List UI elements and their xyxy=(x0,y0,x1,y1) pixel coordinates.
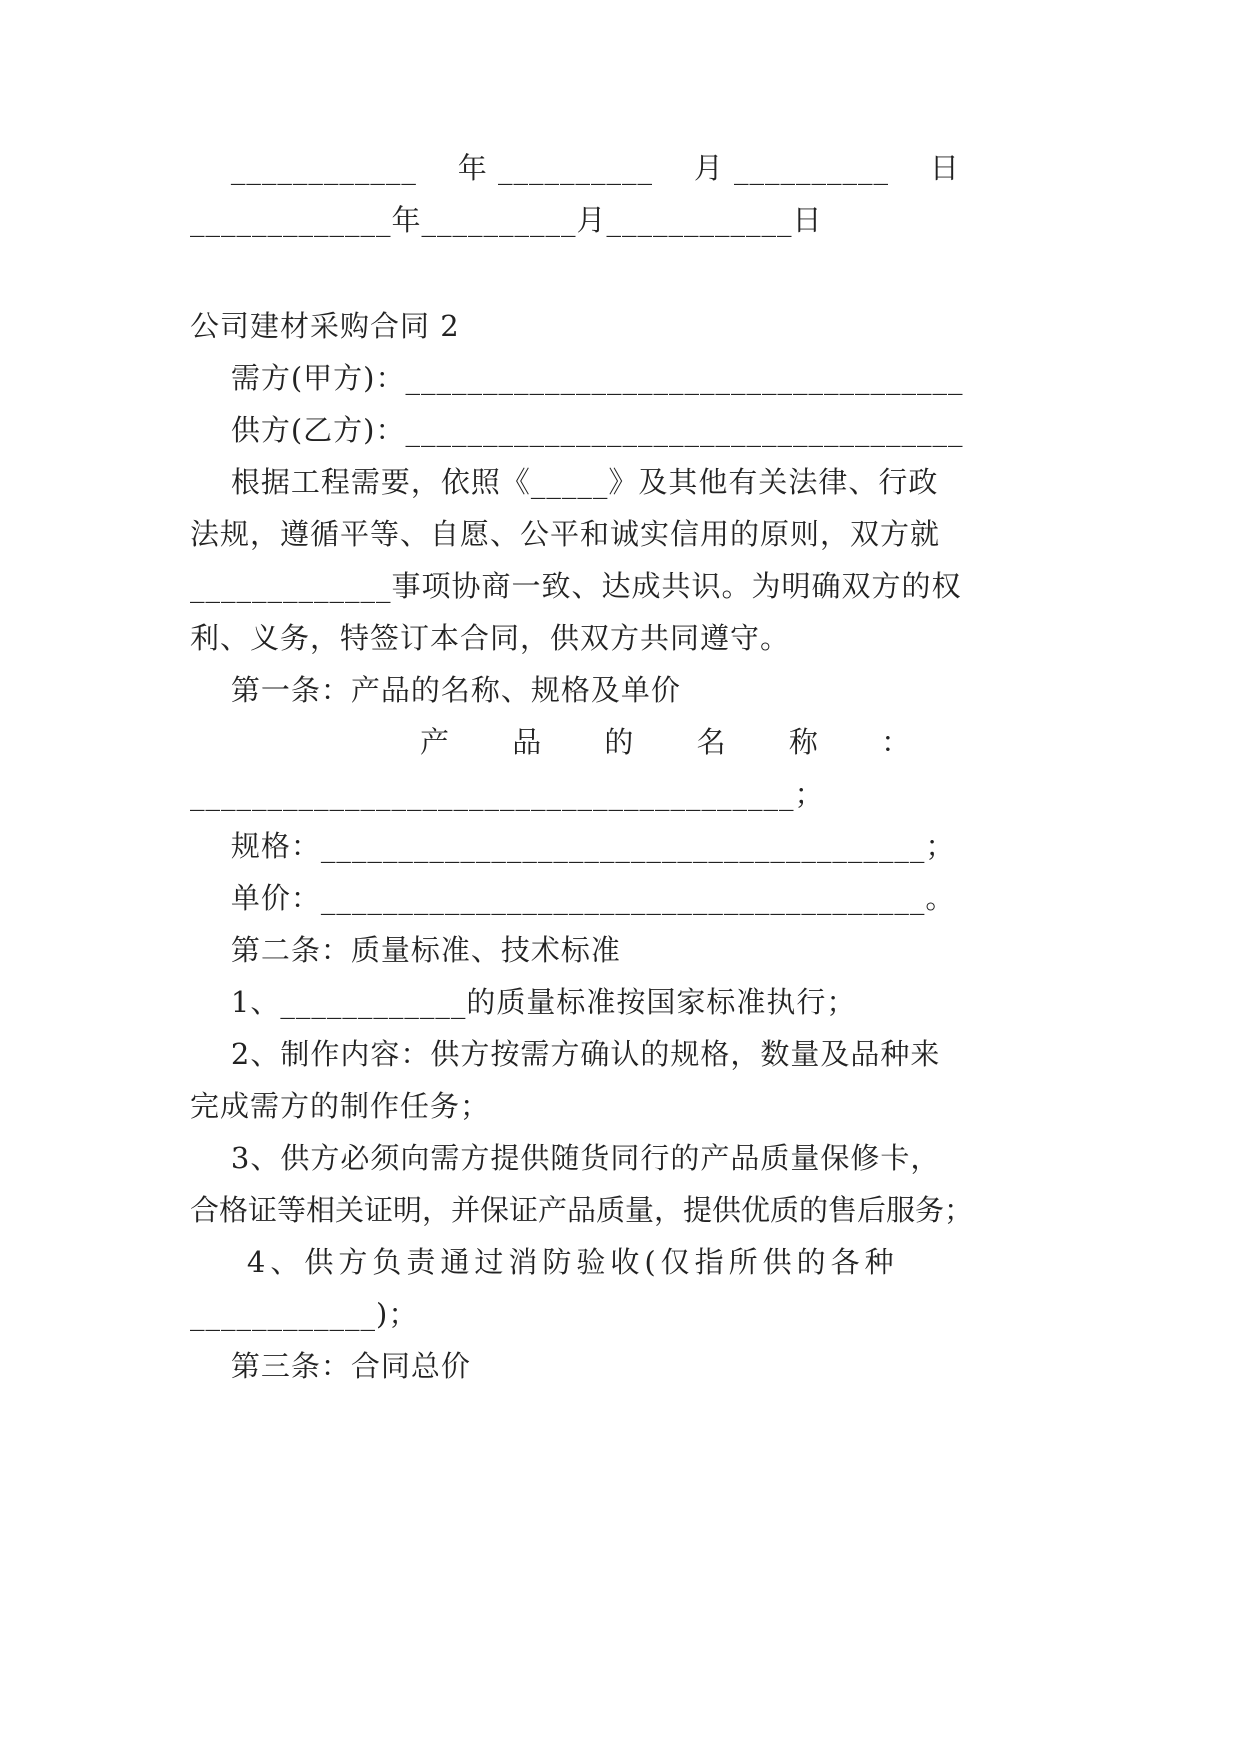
article-1-heading: 第一条：产品的名称、规格及单价 xyxy=(190,673,681,707)
spec-line: 规格：_______________________________________； xyxy=(190,829,956,863)
product-name-blank: _______________________________________； xyxy=(190,777,825,811)
clause-line: 2、制作内容：供方按需方确认的规格，数量及品种来 xyxy=(190,1037,941,1071)
supplier-line: 供方(乙方)：____________________________________ xyxy=(190,413,964,447)
body-line: 根据工程需要，依照《_____》及其他有关法律、行政 xyxy=(190,465,939,499)
buyer-line: 需方(甲方)：____________________________________ xyxy=(190,361,964,395)
body-line: 法规，遵循平等、自愿、公平和诚实信用的原则，双方就 xyxy=(190,517,941,551)
date-line-1: ____________ 年 __________ 月 __________ 日 xyxy=(190,151,960,185)
body-line: _____________事项协商一致、达成共识。为明确双方的权 xyxy=(190,569,962,603)
unit-price-line: 单价：_______________________________________。 xyxy=(190,881,956,915)
product-name-label: 产 品 的 名 称 ： xyxy=(420,725,912,759)
article-3-heading: 第三条：合同总价 xyxy=(190,1349,471,1383)
date-line-2: _____________年__________月____________日 xyxy=(190,203,823,237)
article-2-heading: 第二条：质量标准、技术标准 xyxy=(190,933,621,967)
clause-line: 合格证等相关证明，并保证产品质量，提供优质的售后服务； xyxy=(190,1193,974,1227)
contract-title: 公司建材采购合同 2 xyxy=(190,309,460,343)
body-line: 利、义务，特签订本合同，供双方共同遵守。 xyxy=(190,621,791,655)
clause-line: ____________)； xyxy=(190,1297,419,1331)
clause-line: 3、供方必须向需方提供随货同行的产品质量保修卡， xyxy=(190,1141,941,1175)
clause-line: 完成需方的制作任务； xyxy=(190,1089,491,1123)
clause-line: 4、供方负责通过消防验收(仅指所供的各种 xyxy=(190,1245,899,1279)
clause-line: 1、____________的质量标准按国家标准执行； xyxy=(190,985,857,1019)
